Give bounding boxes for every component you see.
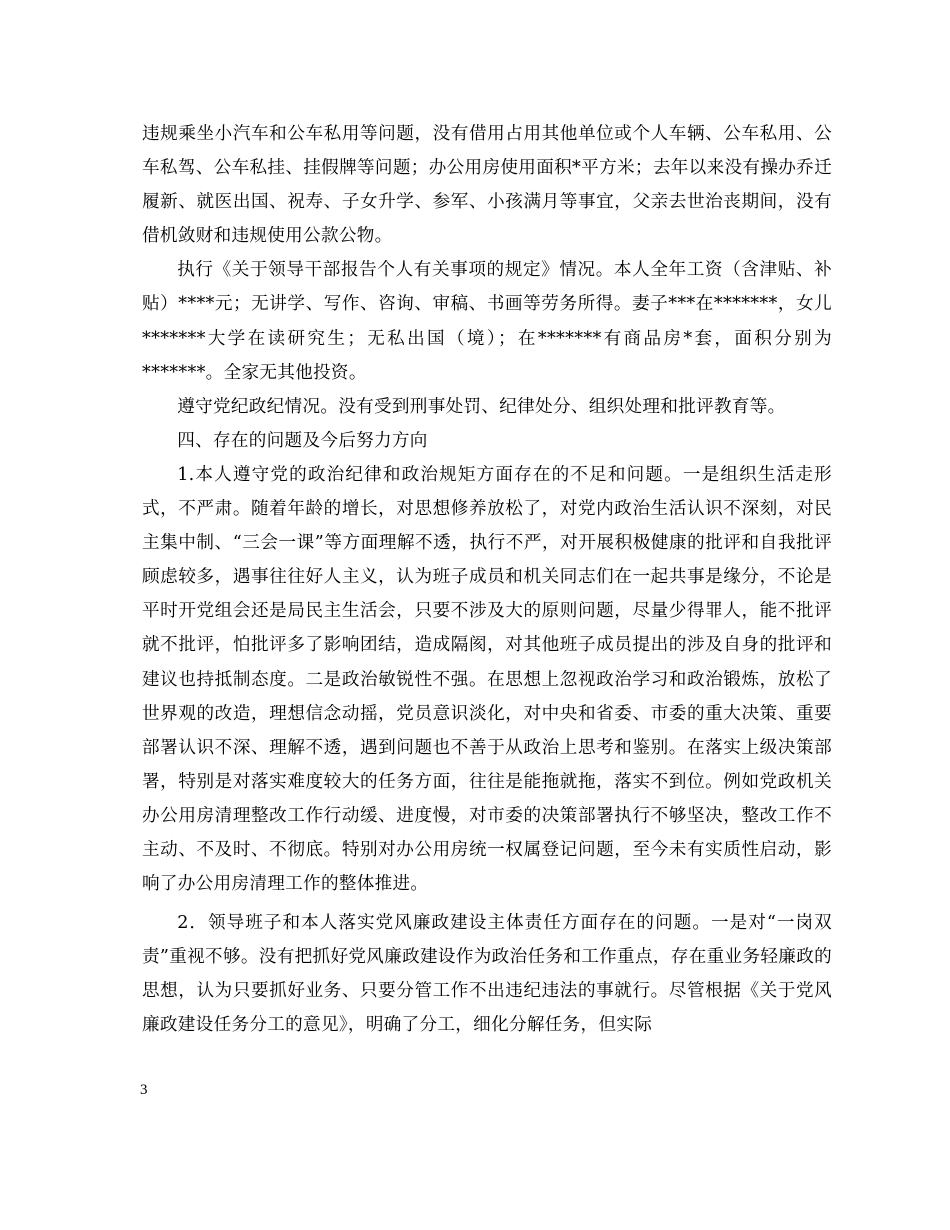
paragraph-personal-matters: 执行《关于领导干部报告个人有关事项的规定》情况。本人全年工资（含津贴、补贴）****元；无讲学、写作、咨询、审稿、书画等劳务所得。妻子***在*******，女儿*******大学在读研究生；无私出国（境）；在*******有商品房*套，面积分别为*******。全家无其他投资。 bbox=[142, 260, 832, 383]
section-heading-problems: 四、存在的问题及今后努力方向 bbox=[177, 430, 428, 451]
page-number: 3 bbox=[140, 1082, 148, 1098]
paragraph-continued: 违规乘坐小汽车和公车私用等问题，没有借用占用其他单位或个人车辆、公车私用、公车私驾、公车私挂、挂假牌等问题；办公用房使用面积*平方米；去年以来没有操办乔迁履新、就医出国、祝寿、子女升学、参军、小孩满月等事宜，父亲去世治丧期间，没有借机敛财和违规使用公款公物。 bbox=[142, 124, 832, 247]
paragraph-item-2: 2．领导班子和本人落实党风廉政建设主体责任方面存在的问题。一是对“一岗双责”重视不够。没有把抓好党风廉政建设作为政治任务和工作重点，存在重业务轻廉政的思想，认为只要抓好业务、只要分管工作不出违纪违法的事就行。尽管根据《关于党风廉政建设任务分工的意见》，明确了分工，细化分解任务，但实际 bbox=[142, 913, 832, 1036]
body-text bbox=[142, 117, 832, 1043]
paragraph-party-discipline: 遵守党纪政纪情况。没有受到刑事处罚、纪律处分、组织处理和批评教育等。 bbox=[177, 396, 786, 417]
paragraph-item-1: 1.本人遵守党的政治纪律和政治规矩方面存在的不足和问题。一是组织生活走形式，不严肃。随着年龄的增长，对思想修养放松了，对党内政治生活认识不深刻，对民主集中制、“三会一课”等方面理解不透，执行不严，对开展积极健康的批评和自我批评顾虑较多，遇事往往好人主义，认为班子成员和机关同志们在一起共事是缘分，不论是平时开党组会还是局民主生活会，只要不涉及大的原则问题，尽量少得罪人，能不批评就不批评，怕批评多了影响团结，造成隔阂，对其他班子成员提出的涉及自身的批评和建议也持抵制态度。二是政治敏锐性不强。在思想上忽视政治学习和政治锻炼，放松了世界观的改造，理想信念动摇，党员意识淡化，对中央和省委、市委的重大决策、重要部署认识不深、理解不透，遇到问题也不善于从政治上思考和鉴别。在落实上级决策部署，特别是对落实难度较大的任务方面，往往是能拖就拖，落实不到位。例如党政机关办公用房清理整改工作行动缓、进度慢，对市委的决策部署执行不够坚决，整改工作不主动、不及时、不彻底。特别对办公用房统一权属登记问题，至今未有实质性启动，影响了办公用房清理工作的整体推进。 bbox=[142, 464, 832, 895]
